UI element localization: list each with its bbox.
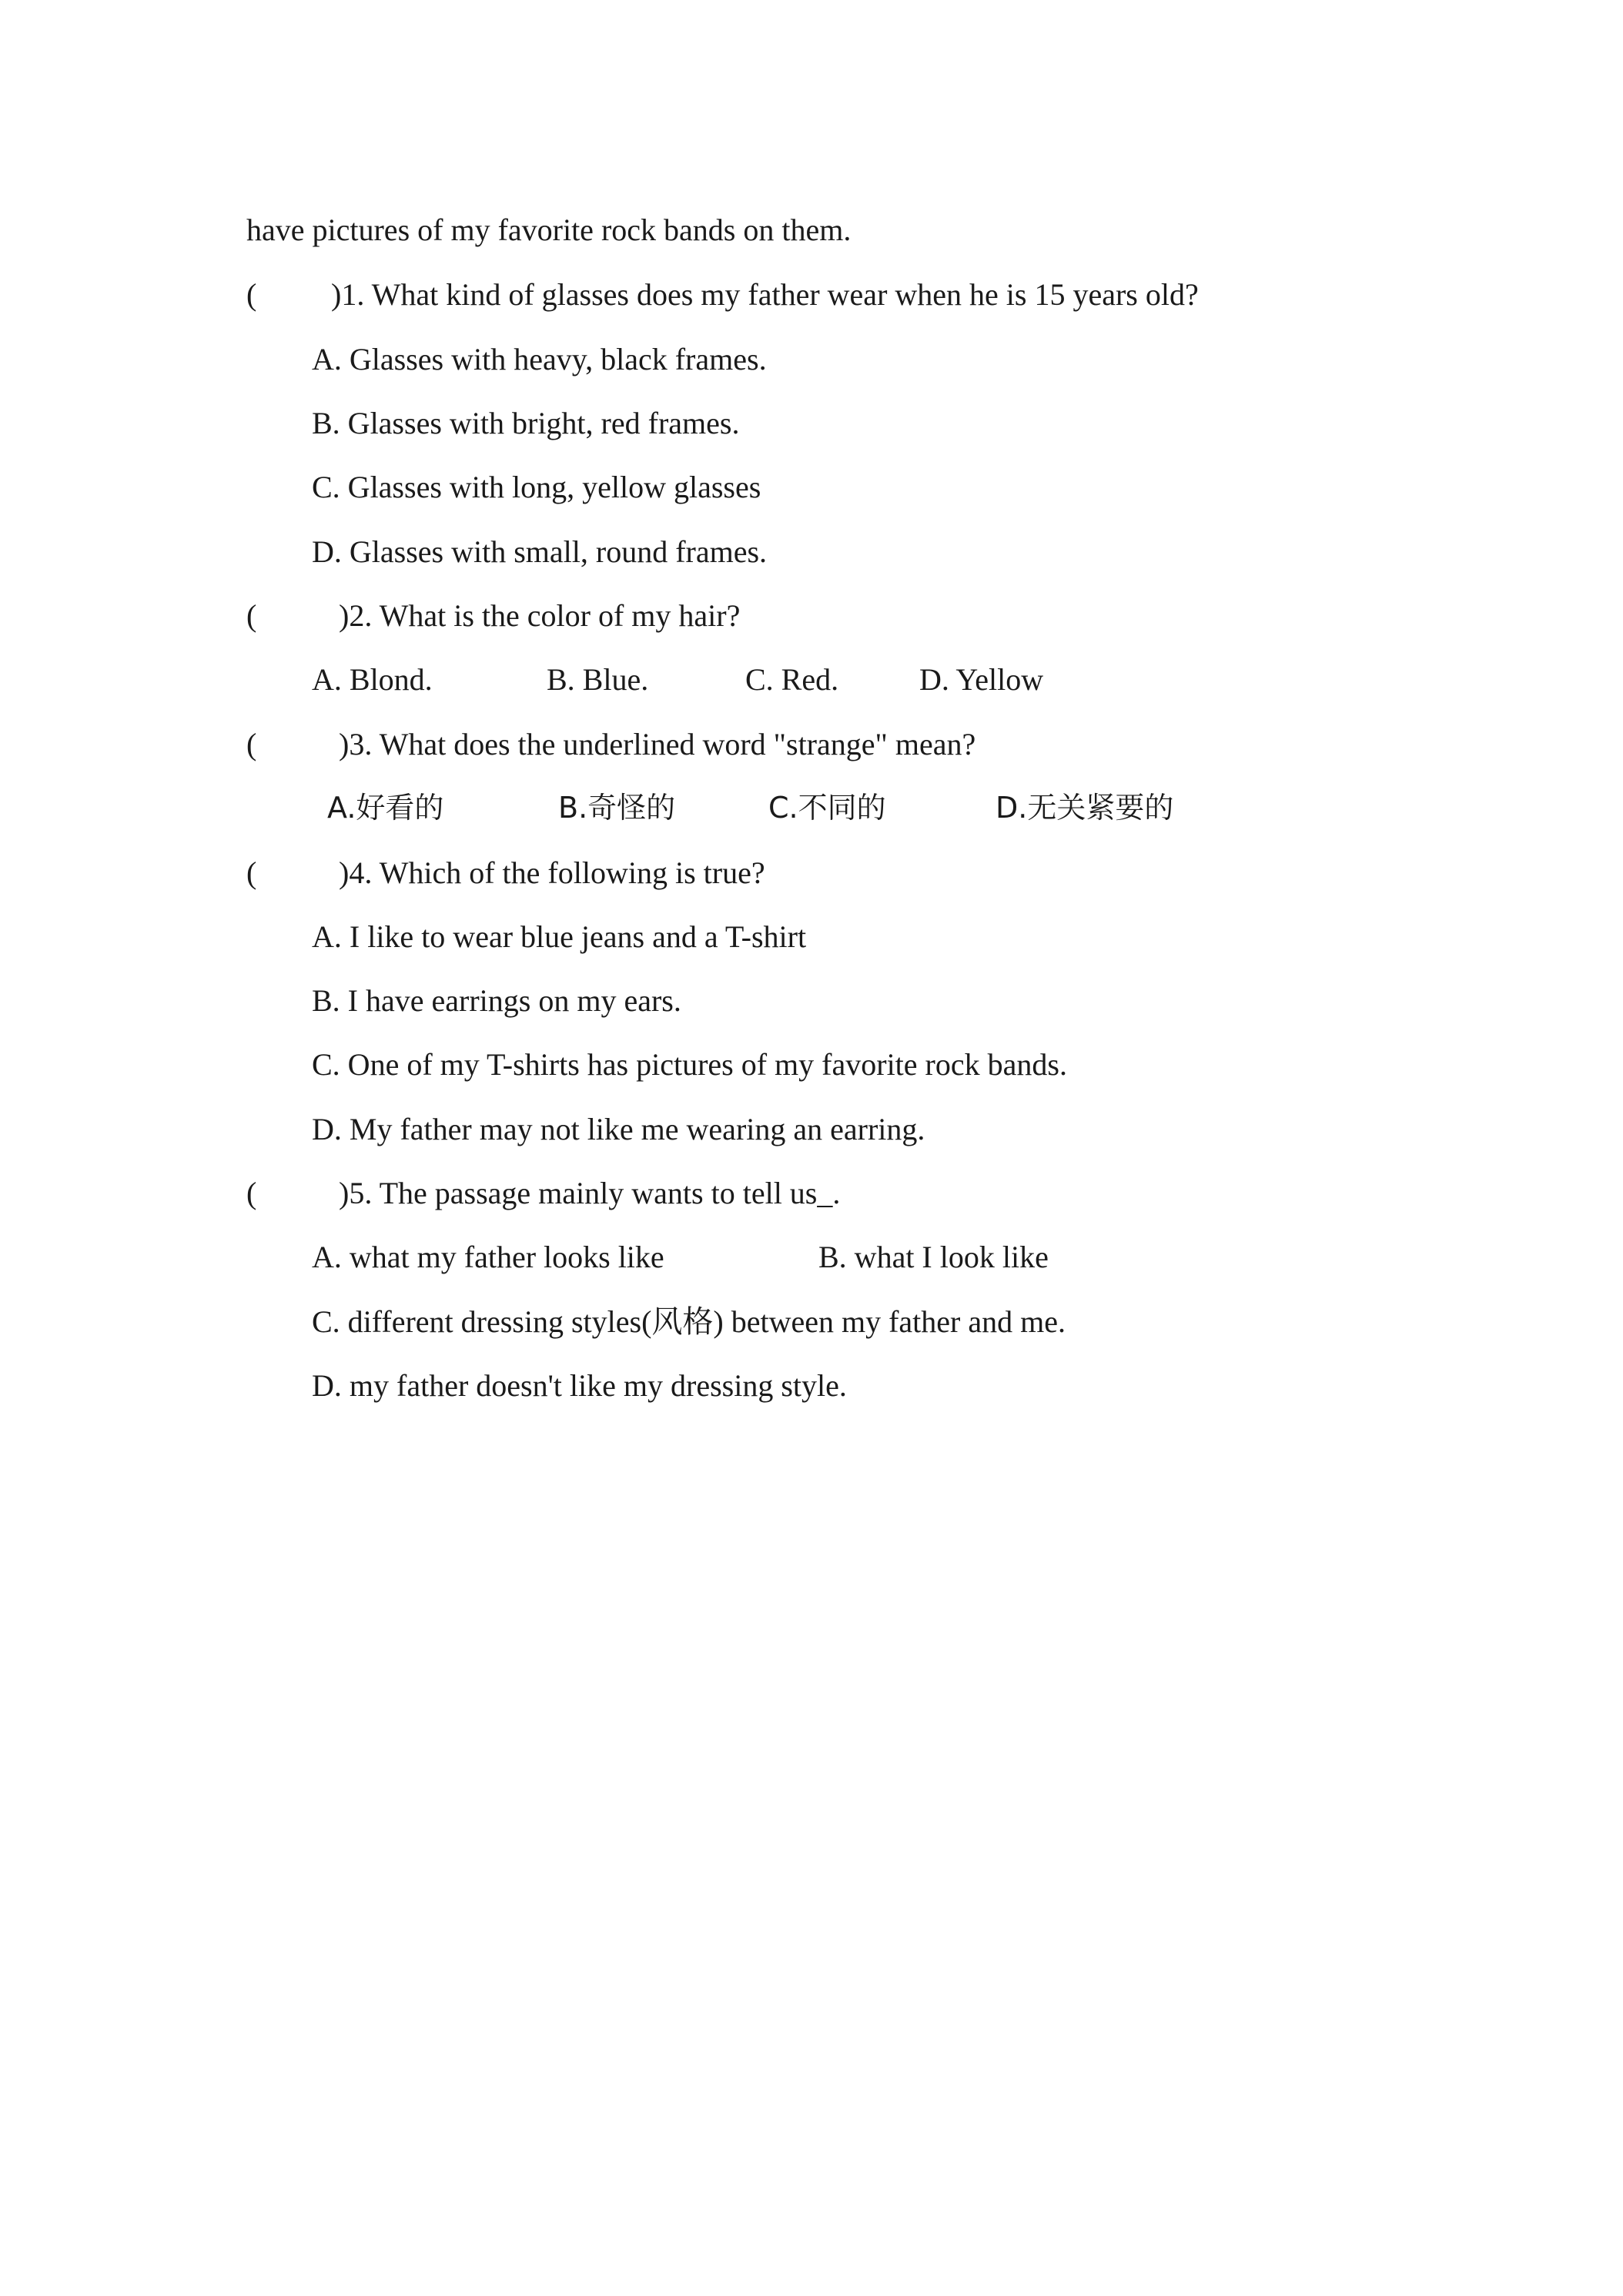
question-2-option-c: C. Red. xyxy=(745,662,839,697)
answer-blank-2[interactable]: ( xyxy=(246,598,257,633)
answer-blank-1[interactable]: ( xyxy=(246,277,257,312)
question-2-stem: )2. What is the color of my hair? xyxy=(339,598,741,633)
answer-blank-4[interactable]: ( xyxy=(246,855,257,890)
question-1-option-d: D. Glasses with small, round frames. xyxy=(312,534,768,569)
question-4-option-b: B. I have earrings on my ears. xyxy=(312,983,681,1018)
question-4-option-c: C. One of my T-shirts has pictures of my favorite rock bands. xyxy=(312,1047,1067,1082)
question-4-option-a: A. I like to wear blue jeans and a T-shirt xyxy=(312,919,807,954)
answer-blank-5[interactable]: ( xyxy=(246,1176,257,1210)
question-2-option-b: B. Blue. xyxy=(547,662,649,697)
question-3-option-a: A.好看的 xyxy=(327,791,444,825)
question-5-option-c: C. different dressing styles(风格) between my father and me. xyxy=(312,1304,1066,1339)
question-2-option-d: D. Yellow xyxy=(919,662,1044,697)
question-5-option-b: B. what I look like xyxy=(818,1240,1049,1274)
answer-blank-3[interactable]: ( xyxy=(246,727,257,761)
question-5-option-d: D. my father doesn't like my dressing style. xyxy=(312,1368,847,1403)
question-5-stem: )5. The passage mainly wants to tell us_. xyxy=(339,1176,841,1210)
question-4-stem: )4. Which of the following is true? xyxy=(339,855,765,890)
question-3-option-c: C.不同的 xyxy=(768,791,886,825)
passage-tail: have pictures of my favorite rock bands on them. xyxy=(246,213,852,247)
question-2-option-a: A. Blond. xyxy=(312,662,433,697)
question-1-option-b: B. Glasses with bright, red frames. xyxy=(312,406,740,440)
question-3-option-d: D.无关紧要的 xyxy=(996,791,1174,825)
question-4-option-d: D. My father may not like me wearing an earring. xyxy=(312,1112,925,1146)
question-1-option-a: A. Glasses with heavy, black frames. xyxy=(312,342,767,377)
question-5-option-a: A. what my father looks like xyxy=(312,1240,664,1274)
question-3-option-b: B.奇怪的 xyxy=(558,791,676,825)
question-1-stem: )1. What kind of glasses does my father wear when he is 15 years old? xyxy=(331,277,1199,312)
question-1-option-c: C. Glasses with long, yellow glasses xyxy=(312,470,761,504)
question-3-stem: )3. What does the underlined word "strange" mean? xyxy=(339,727,976,761)
